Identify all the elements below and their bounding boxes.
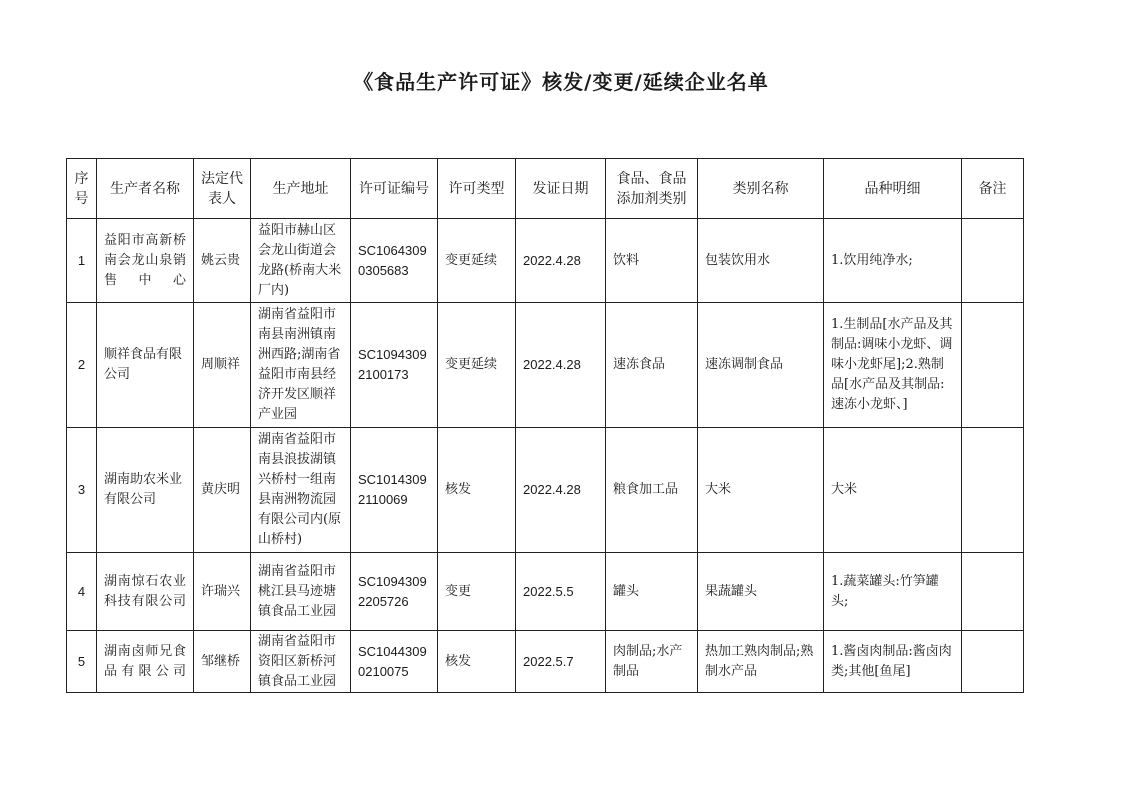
cell-legal-rep: 周顺祥 <box>194 303 251 428</box>
table-row <box>67 428 1024 553</box>
cell-remark <box>962 428 1024 553</box>
table-row <box>67 553 1024 631</box>
cell-producer: 顺祥食品有限公司 <box>97 303 194 428</box>
cell-license-type: 核发 <box>438 428 516 553</box>
cell-index: 1 <box>67 219 97 303</box>
cell-issue-date: 2022.4.28 <box>516 303 606 428</box>
cell-legal-rep: 邹继桥 <box>194 631 251 693</box>
cell-category-name: 包装饮用水 <box>698 219 824 303</box>
cell-food-category: 饮料 <box>606 219 698 303</box>
cell-legal-rep: 姚云贵 <box>194 219 251 303</box>
table-row <box>67 303 1024 428</box>
cell-remark <box>962 303 1024 428</box>
cell-issue-date: 2022.4.28 <box>516 219 606 303</box>
cell-legal-rep: 黄庆明 <box>194 428 251 553</box>
cell-food-category: 罐头 <box>606 553 698 631</box>
page-title: 《食品生产许可证》核发/变更/延续企业名单 <box>353 70 769 94</box>
cell-remark <box>962 553 1024 631</box>
cell-license-type: 变更 <box>438 553 516 631</box>
header-address: 生产地址 <box>251 159 351 219</box>
cell-address: 湖南省益阳市桃江县马迹塘镇食品工业园 <box>251 553 351 631</box>
cell-issue-date: 2022.4.28 <box>516 428 606 553</box>
header-license-no: 许可证编号 <box>351 159 438 219</box>
cell-variety: 1.饮用纯净水; <box>824 219 962 303</box>
cell-license-type: 核发 <box>438 631 516 693</box>
cell-license-type: 变更延续 <box>438 303 516 428</box>
cell-license-type: 变更延续 <box>438 219 516 303</box>
cell-license-no: SC10143092110069 <box>351 428 438 553</box>
header-row <box>67 159 1024 219</box>
cell-variety: 1.蔬菜罐头:竹笋罐头; <box>824 553 962 631</box>
cell-producer: 湖南助农米业有限公司 <box>97 428 194 553</box>
cell-address: 湖南省益阳市南县浪拔湖镇兴桥村一组南县南洲物流园有限公司内(原山桥村) <box>251 428 351 553</box>
cell-license-no: SC10943092205726 <box>351 553 438 631</box>
header-remark: 备注 <box>962 159 1024 219</box>
cell-remark <box>962 219 1024 303</box>
cell-variety: 1.生制品[水产品及其制品:调味小龙虾、调味小龙虾尾];2.熟制品[水产品及其制品:速冻小龙虾、] <box>824 303 962 428</box>
cell-food-category: 粮食加工品 <box>606 428 698 553</box>
cell-license-no: SC10443090210075 <box>351 631 438 693</box>
cell-legal-rep: 许瑞兴 <box>194 553 251 631</box>
header-variety: 品种明细 <box>824 159 962 219</box>
header-index: 序号 <box>67 159 97 219</box>
cell-category-name: 热加工熟肉制品;熟制水产品 <box>698 631 824 693</box>
cell-category-name: 速冻调制食品 <box>698 303 824 428</box>
cell-index: 3 <box>67 428 97 553</box>
cell-category-name: 果蔬罐头 <box>698 553 824 631</box>
cell-issue-date: 2022.5.7 <box>516 631 606 693</box>
cell-address: 益阳市赫山区会龙山街道会龙路(桥南大米厂内) <box>251 219 351 303</box>
header-category-name: 类别名称 <box>698 159 824 219</box>
license-table <box>66 158 1024 693</box>
cell-category-name: 大米 <box>698 428 824 553</box>
cell-address: 湖南省益阳市南县南洲镇南洲西路;湖南省益阳市南县经济开发区顺祥产业园 <box>251 303 351 428</box>
cell-index: 4 <box>67 553 97 631</box>
cell-food-category: 肉制品;水产制品 <box>606 631 698 693</box>
cell-food-category: 速冻食品 <box>606 303 698 428</box>
header-food-category: 食品、食品添加剂类别 <box>606 159 698 219</box>
header-legal-rep: 法定代表人 <box>194 159 251 219</box>
cell-issue-date: 2022.5.5 <box>516 553 606 631</box>
cell-producer: 益阳市高新桥南会龙山泉销售中心 <box>97 219 194 303</box>
cell-license-no: SC10643090305683 <box>351 219 438 303</box>
cell-variety: 1.酱卤肉制品:酱卤肉类;其他[鱼尾] <box>824 631 962 693</box>
cell-license-no: SC10943092100173 <box>351 303 438 428</box>
cell-producer: 湖南卤师兄食品有限公司 <box>97 631 194 693</box>
header-producer: 生产者名称 <box>97 159 194 219</box>
cell-remark <box>962 631 1024 693</box>
table-row <box>67 219 1024 303</box>
cell-variety: 大米 <box>824 428 962 553</box>
cell-index: 2 <box>67 303 97 428</box>
cell-producer: 湖南惊石农业科技有限公司 <box>97 553 194 631</box>
cell-address: 湖南省益阳市资阳区新桥河镇食品工业园 <box>251 631 351 693</box>
header-issue-date: 发证日期 <box>516 159 606 219</box>
header-license-type: 许可类型 <box>438 159 516 219</box>
cell-index: 5 <box>67 631 97 693</box>
table-row <box>67 631 1024 693</box>
